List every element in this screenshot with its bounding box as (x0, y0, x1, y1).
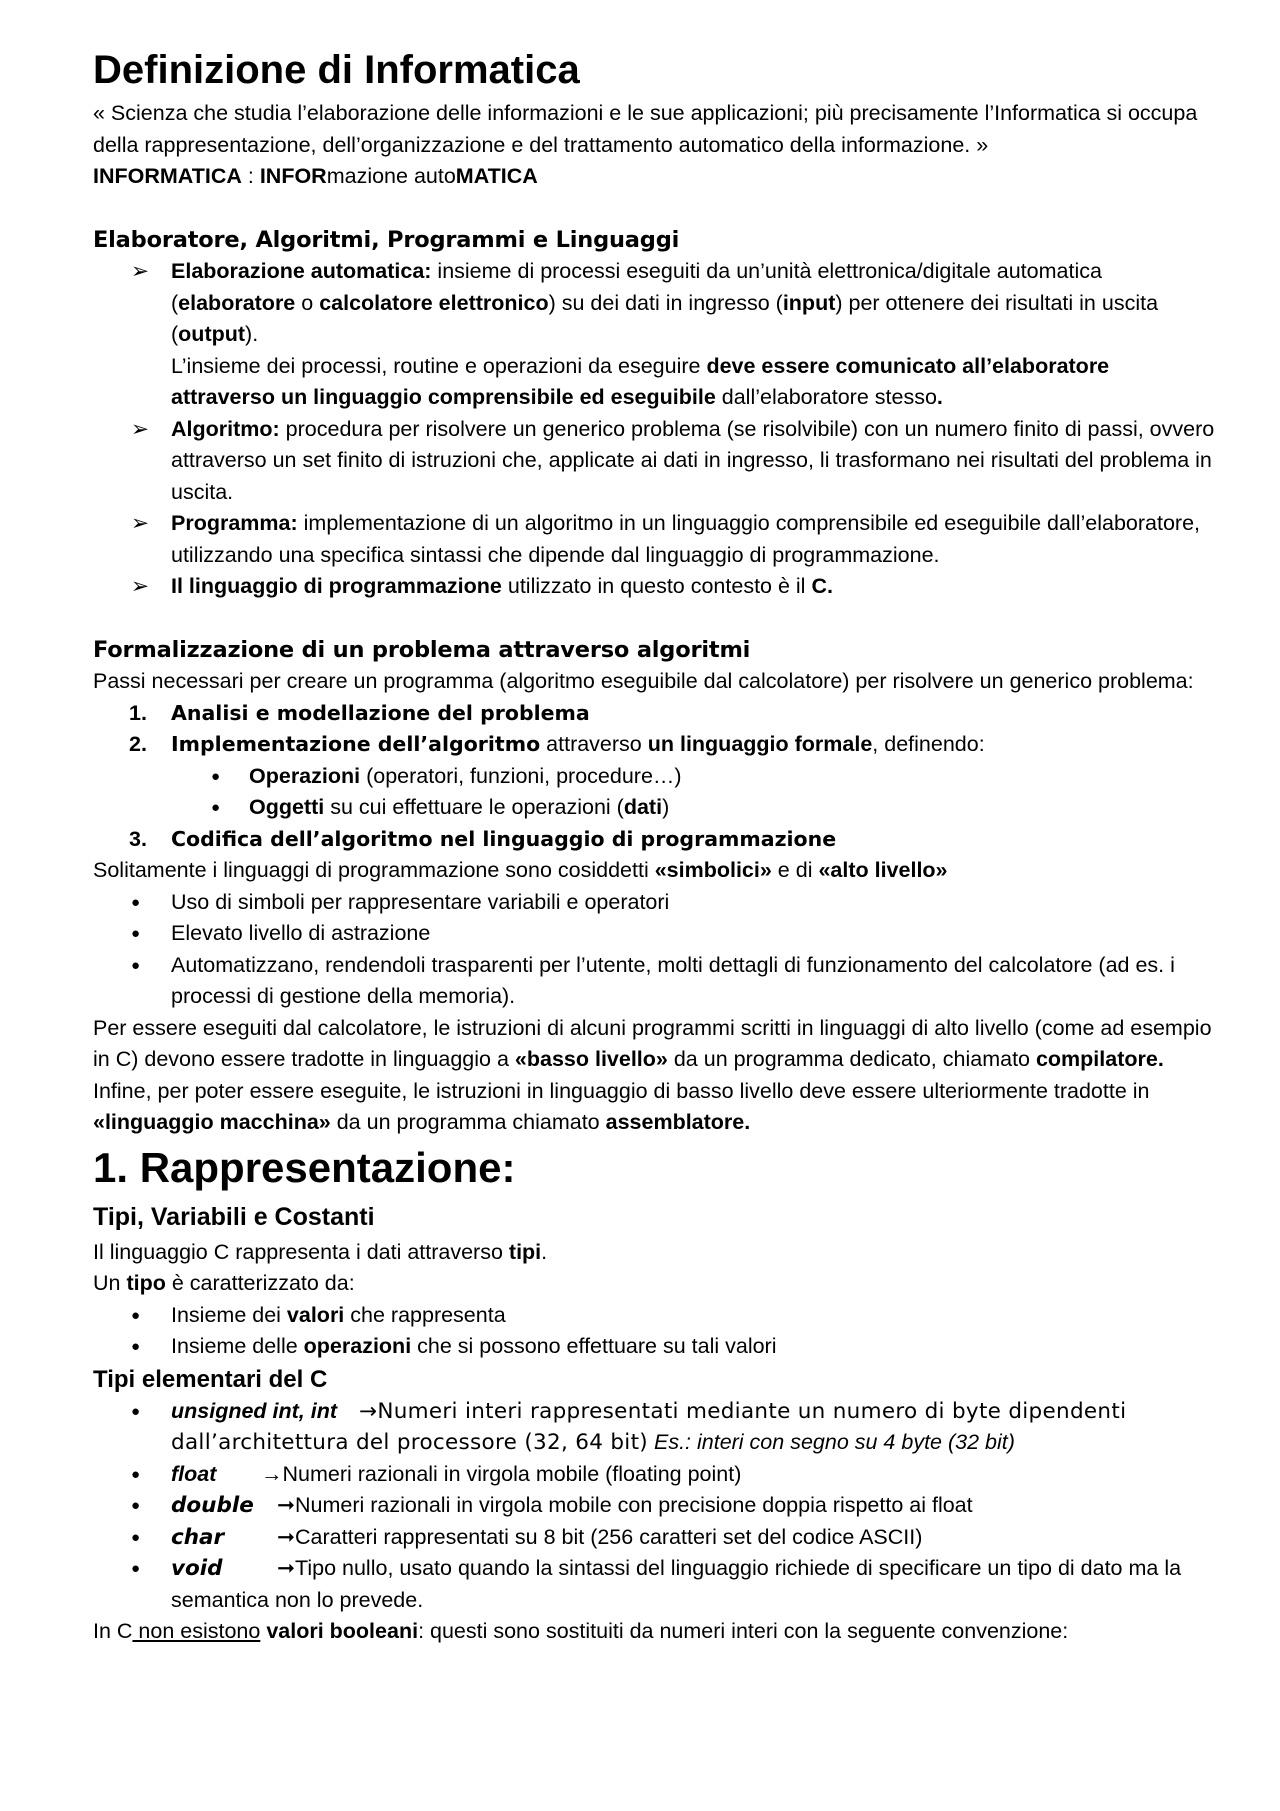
type-item: ● char ➞Caratteri rappresentati su 8 bit (256 caratteri set del codice ASCII) (93, 1522, 1218, 1554)
feature-item: ● Automatizzano, rendendoli trasparenti per l’utente, molti dettagli di funzionamento del calcolatore (ad es. i processi di gestione della memoria). (93, 950, 1218, 1013)
definition-quote: « Scienza che studia l’elaborazione delle informazioni e le sue applicazioni; più precisamente l’Informatica si occupa della rappresentazione, dell’organizzazione e del trattamento automatico della informazione. » (93, 101, 1198, 157)
section-heading-formalizzazione: Formalizzazione di un problema attraverso algoritmi (93, 636, 751, 663)
types-line-2: Un tipo è caratterizzato da: (93, 1271, 355, 1295)
step-number: 2. (129, 732, 147, 756)
arrow-bullet-icon: ➢ (131, 416, 150, 441)
list-item: ➢ Programma: implementazione di un algoritmo in un linguaggio comprensibile ed eseguibile dall’elaboratore, utilizzando una specifica sintassi che dipende dal linguaggio di programmazione. (93, 508, 1218, 571)
step-number: 3. (129, 826, 147, 851)
symbolic-line: Solitamente i linguaggi di programmazione sono cosiddetti «simbolici» e di «alto livello» (93, 858, 948, 882)
type-item: ● void ➞Tipo nullo, usato quando la sintassi del linguaggio richiede di specificare un tipo di dato ma la semantica non lo prevede. (93, 1553, 1218, 1616)
step-number: 1. (129, 700, 147, 725)
boolean-line: In C non esistono valori booleani: questi sono sostituiti da numeri interi con la seguente convenzione: (93, 1619, 1069, 1643)
type-item: ● float →Numeri razionali in virgola mobile (floating point) (93, 1459, 1218, 1491)
type-item: ● double ➞Numeri razionali in virgola mobile con precisione doppia rispetto ai float (93, 1490, 1218, 1522)
bullet-icon: ● (131, 1306, 141, 1324)
page-title: Definizione di Informatica (93, 48, 580, 92)
list-item: ➢ Il linguaggio di programmazione utilizzato in questo contesto è il C. (93, 571, 1218, 603)
compiler-paragraph: Per essere eseguiti dal calcolatore, le istruzioni di alcuni programmi scritti in linguaggi di alto livello (come ad esempio in C) devono essere tradotte in linguaggio a «basso livello» da un programma dedicato, chiamato compilatore. (93, 1015, 1212, 1071)
bullet-icon: ● (211, 767, 221, 785)
characteristic-item: ● Insieme delle operazioni che si possono effettuare su tali valori (93, 1331, 1218, 1363)
elaboratore-list (93, 256, 1218, 603)
type-name: float (171, 1461, 217, 1486)
sub-items-list (93, 761, 1218, 824)
bullet-icon: ● (131, 1465, 141, 1483)
arrow-bullet-icon: ➢ (131, 259, 150, 283)
bullet-icon: ● (131, 956, 141, 974)
bullet-icon: ● (211, 799, 221, 816)
bullet-icon: ● (131, 893, 141, 911)
type-name: char (171, 1524, 225, 1550)
type-item: ● unsigned int, int →Numeri interi rappresentati mediante un numero di byte dipendenti dall’architettura del processore (32, 64 bit) Es.: interi con segno su 4 byte (32 bit) (93, 1396, 1218, 1459)
bullet-icon: ● (131, 925, 141, 942)
elementary-types-list (93, 1396, 1218, 1617)
section-heading-elaboratore: Elaboratore, Algoritmi, Programmi e Linguaggi (93, 226, 680, 253)
bullet-icon: ● (131, 1528, 141, 1546)
type-name: void (171, 1556, 223, 1581)
bullet-icon: ● (131, 1497, 141, 1514)
sub-item: ● Oggetti su cui effettuare le operazioni (dati) (93, 792, 1218, 824)
feature-item: ● Elevato livello di astrazione (93, 918, 1218, 950)
chapter-subtitle: Tipi, Variabili e Costanti (93, 1202, 375, 1231)
acronym-line: INFORMATICA : INFORmazione autoMATICA (93, 164, 538, 188)
step-item: 3. Codifica dell’algoritmo nel linguaggio di programmazione (93, 824, 1218, 856)
assembler-paragraph: Infine, per poter essere eseguite, le istruzioni in linguaggio di basso livello deve essere ulteriormente tradotte in «linguaggio macchina» da un programma chiamato assemblatore. (93, 1078, 1150, 1134)
step-item: 2. Implementazione dell’algoritmo attraverso un linguaggio formale, definendo: (93, 729, 1218, 761)
bullet-icon: ● (131, 1560, 141, 1577)
sub-item: ● Operazioni (operatori, funzioni, procedure…) (93, 761, 1218, 793)
bullet-icon: ● (131, 1338, 141, 1355)
formalizzazione-intro: Passi necessari per creare un programma (algoritmo eseguibile dal calcolatore) per risolvere un generico problema: (93, 669, 1194, 693)
type-characteristics-list (93, 1300, 1218, 1363)
steps-list-cont (93, 824, 1218, 856)
type-name: unsigned int, int (171, 1398, 338, 1423)
types-heading: Tipi elementari del C (93, 1365, 328, 1393)
features-list (93, 887, 1218, 1013)
characteristic-item: ● Insieme dei valori che rappresenta (93, 1300, 1218, 1332)
list-item: ➢ Elaborazione automatica: insieme di processi eseguiti da un’unità elettronica/digitale automatica (elaboratore o calcolatore elettronico) su dei dati in ingresso (input) per ottenere dei risultati in uscita (output). L’insieme dei processi, routine e operazioni da eseguire deve essere comunicato all’elaboratore attraverso un linguaggio comprensibile ed eseguibile dall’elaboratore stesso. (93, 256, 1218, 414)
document-content (93, 44, 1218, 1648)
type-name: double (171, 1493, 254, 1518)
steps-list (93, 698, 1218, 761)
types-line-1: Il linguaggio C rappresenta i dati attraverso tipi. (93, 1239, 548, 1264)
chapter-title: 1. Rappresentazione: (93, 1143, 516, 1191)
arrow-bullet-icon: ➢ (131, 574, 150, 598)
arrow-bullet-icon: ➢ (131, 511, 150, 535)
bullet-icon: ● (131, 1402, 141, 1420)
step-item: 1. Analisi e modellazione del problema (93, 698, 1218, 730)
feature-item: ● Uso di simboli per rappresentare variabili e operatori (93, 887, 1218, 919)
list-item: ➢ Algoritmo: procedura per risolvere un generico problema (se risolvibile) con un numero finito di passi, ovvero attraverso un set finito di istruzioni che, applicate ai dati in ingresso, li trasformano nei risultati del problema in uscita. (93, 414, 1218, 509)
